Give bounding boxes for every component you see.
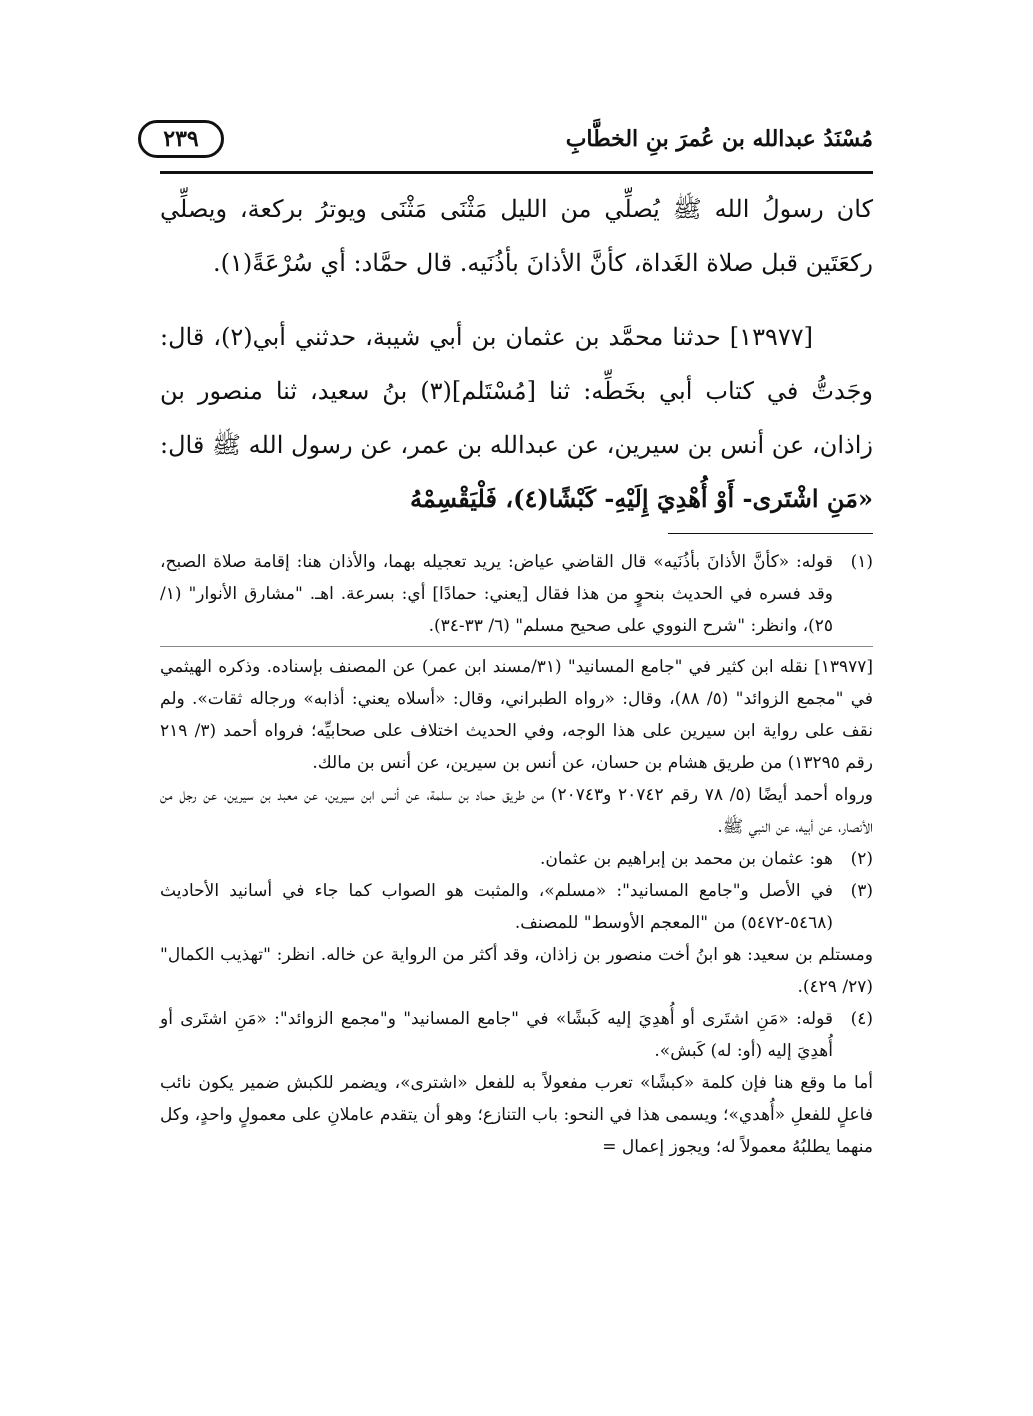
footnote-text: أما ما وقع هنا فإن كلمة «كبشًا» تعرب مفعولاً به للفعل «اشترى»، ويضمر للكبش ضمير يكون نائب فاعلٍ للفعلِ «أُهدي»؛ ويسمى هذا في النحو: باب التنازع؛ وهو أن يتقدم عاملانِ على معمولٍ واحدٍ، وكل منهما يطلبُهُ معمولاً له؛ ويجوز إعمال =: [160, 1073, 873, 1157]
page-number: ٢٣٩: [138, 120, 224, 158]
footnote-3-continued: [160, 939, 873, 1003]
footnote-2: [160, 843, 873, 875]
hadith-quote: «مَنِ اشْتَرى- أَوْ أُهْدِيَ إِلَيْهِ- كَبْشًا(٤)، فَلْيَقْسِمْهُ: [410, 484, 873, 513]
footnote-separator: [160, 646, 873, 647]
footnote-number: (٢): [850, 849, 873, 869]
footnote-3: [160, 875, 873, 939]
footnote-text: قوله: «مَنِ اشتَرى أو أُهدِيَ إليه كَبشًا» في "جامع المسانيد" و"مجمع الزوائد": «مَنِ اشتَرى أو أُهدِيَ إليه (أو: له) كَبش».: [160, 1009, 833, 1061]
footnote-rule: [668, 533, 873, 534]
header-rule: [160, 171, 873, 174]
footnote-number: (٤): [850, 1009, 873, 1029]
footnote-13977: [160, 651, 873, 843]
footnote-4-continued: [160, 1067, 873, 1163]
paragraph-1: كان رسولُ الله ﷺ يُصلِّي من الليل مَثْنَى مَثْنَى ويوترُ بركعة، ويصلِّي ركعَتَين قبل صلاة الغَداة، كأنَّ الأذانَ بأذُنَيه. قال حمَّاد: أي سُرْعَةً(١).: [160, 195, 873, 277]
footnote-number: (١): [850, 552, 873, 572]
footnote-text: ورواه أحمد أيضًا (٥/ ٧٨ رقم ٢٠٧٤٢ و٢٠٧٤٣) من طريق حماد بن سلمة، عن أنس ابن سيرين، عن معبد بن سيرين، عن رجل من الأنصار، عن أبيه، عن النبي ﷺ.: [160, 785, 873, 837]
paragraph-2-text: [١٣٩٧٧] حدثنا محمَّد بن عثمان بن أبي شيبة، حدثني أبي(٢)، قال: وجَدتُّ في كتاب أبي بخَطِّه: ثنا [مُسْتَلم](٣) بنُ سعيد، ثنا منصور بن زاذان، عن أنس بن سيرين، عن عبدالله بن عمر، عن رسول الله ﷺ قال:: [160, 323, 874, 459]
footnote-4: [160, 1003, 873, 1067]
footnote-number: (٣): [850, 881, 873, 901]
footnote-1: [160, 546, 873, 642]
footnote-text: قوله: «كأنَّ الأذانَ بأذُنَيه» قال القاضي عياض: يريد تعجيله بهما، والأذان هنا: إقامة صلاة الصبح، وقد فسره في الحديث بنحوٍ من هذا فقال [يعني: حمادًا] أي: بسرعة. اهـ. "مشارق الأنوار" (١/ ٢٥)، وانظر: "شرح النووي على صحيح مسلم" (٦/ ٣٣-٣٤).: [160, 552, 833, 636]
footnotes: [160, 546, 873, 1163]
page-header: [138, 120, 873, 170]
main-text: [160, 182, 873, 526]
paragraph-2: [160, 310, 873, 526]
footnote-text: [١٣٩٧٧] نقله ابن كثير في "جامع المسانيد" (٣١/مسند ابن عمر) عن المصنف بإسناده. وذكره الهيثمي في "مجمع الزوائد" (٥/ ٨٨)، وقال: «رواه الطبراني، وقال: «أسلاه يعني: أذابه» ورجاله ثقات». ولم نقف على رواية ابن سيرين على هذا الوجه، وفي الحديث اختلاف على صحابيِّه؛ فرواه أحمد (٣/ ٢١٩ رقم ١٣٢٩٥) من طريق هشام بن حسان، عن أنس بن سيرين، عن أنس بن مالك.: [160, 657, 874, 773]
footnote-text: هو: عثمان بن محمد بن إبراهيم بن عثمان.: [539, 849, 833, 869]
footnote-text: ومستلم بن سعيد: هو ابنُ أخت منصور بن زاذان، وقد أكثر من الرواية عن خاله. انظر: "تهذيب الكمال" (٢٧/ ٤٢٩).: [160, 945, 873, 997]
footnote-text: في الأصل و"جامع المسانيد": «مسلم»، والمثبت هو الصواب كما جاء في أسانيد الأحاديث (٥٤٦٨-٥٤٧٢) من "المعجم الأوسط" للمصنف.: [160, 881, 833, 933]
running-title: مُسْنَدُ عبدالله بن عُمرَ بنِ الخطَّابِ: [565, 126, 873, 152]
